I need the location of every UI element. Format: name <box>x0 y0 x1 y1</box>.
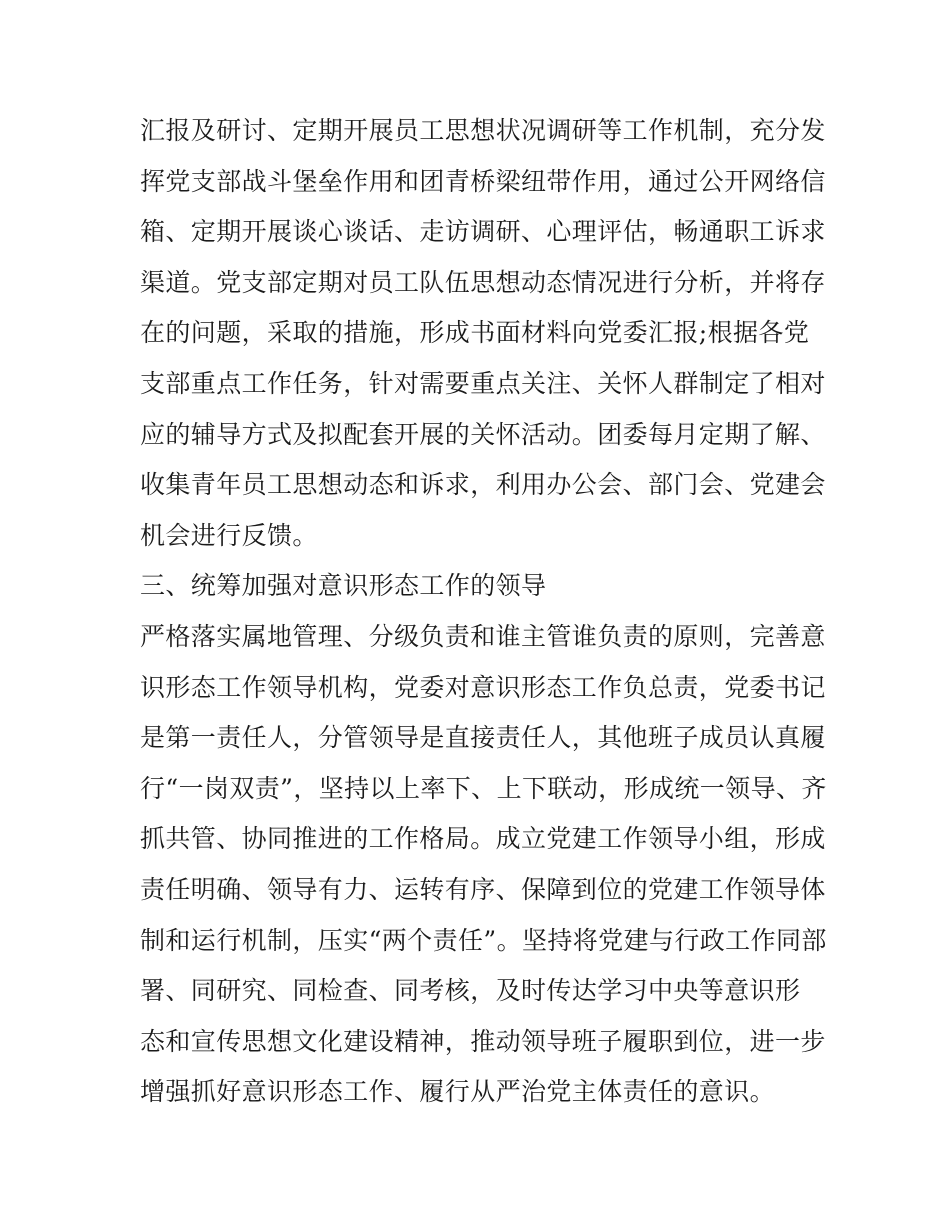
text-line: 态和宣传思想文化建设精神，推动领导班子履职到位，进一步 <box>140 1026 826 1056</box>
text-line: 识形态工作领导机构，党委对意识形态工作负总责，党委书记 <box>140 672 826 702</box>
text-line: 是第一责任人，分管领导是直接责任人，其他班子成员认真履 <box>140 723 826 753</box>
body-text <box>140 106 827 1118</box>
text-line: 汇报及研讨、定期开展员工思想状况调研等工作机制，充分发 <box>140 116 826 145</box>
section-heading: 三、统筹加强对意识形态工作的领导 <box>140 571 547 601</box>
text-line: 责任明确、领导有力、运转有序、保障到位的党建工作领导体 <box>140 874 826 904</box>
text-line: 制和运行机制，压实“两个责任”。坚持将党建与行政工作同部 <box>140 925 827 955</box>
text-line: 增强抓好意识形态工作、履行从严治党主体责任的意识。 <box>140 1077 776 1107</box>
text-line: 挥党支部战斗堡垒作用和团青桥梁纽带作用，通过公开网络信 <box>140 166 826 196</box>
text-line: 应的辅导方式及拟配套开展的关怀活动。团委每月定期了解、 <box>140 419 826 449</box>
text-line: 行“一岗双责”，坚持以上率下、上下联动，形成统一领导、齐 <box>140 773 827 803</box>
text-line: 渠道。党支部定期对员工队伍思想动态情况进行分析，并将存 <box>140 267 826 297</box>
text-line: 支部重点工作任务，针对需要重点关注、关怀人群制定了相对 <box>140 368 826 398</box>
text-line: 抓共管、协同推进的工作格局。成立党建工作领导小组，形成 <box>140 824 826 854</box>
text-line: 在的问题，采取的措施，形成书面材料向党委汇报;根据各党 <box>140 318 810 348</box>
text-line: 机会进行反馈。 <box>140 520 318 550</box>
text-line: 署、同研究、同检查、同考核，及时传达学习中央等意识形 <box>140 976 801 1006</box>
text-line: 箱、定期开展谈心谈话、走访调研、心理评估，畅通职工诉求 <box>140 217 826 247</box>
text-line: 严格落实属地管理、分级负责和谁主管谁负责的原则，完善意 <box>140 621 826 651</box>
text-line: 收集青年员工思想动态和诉求，利用办公会、部门会、党建会 <box>140 470 826 500</box>
